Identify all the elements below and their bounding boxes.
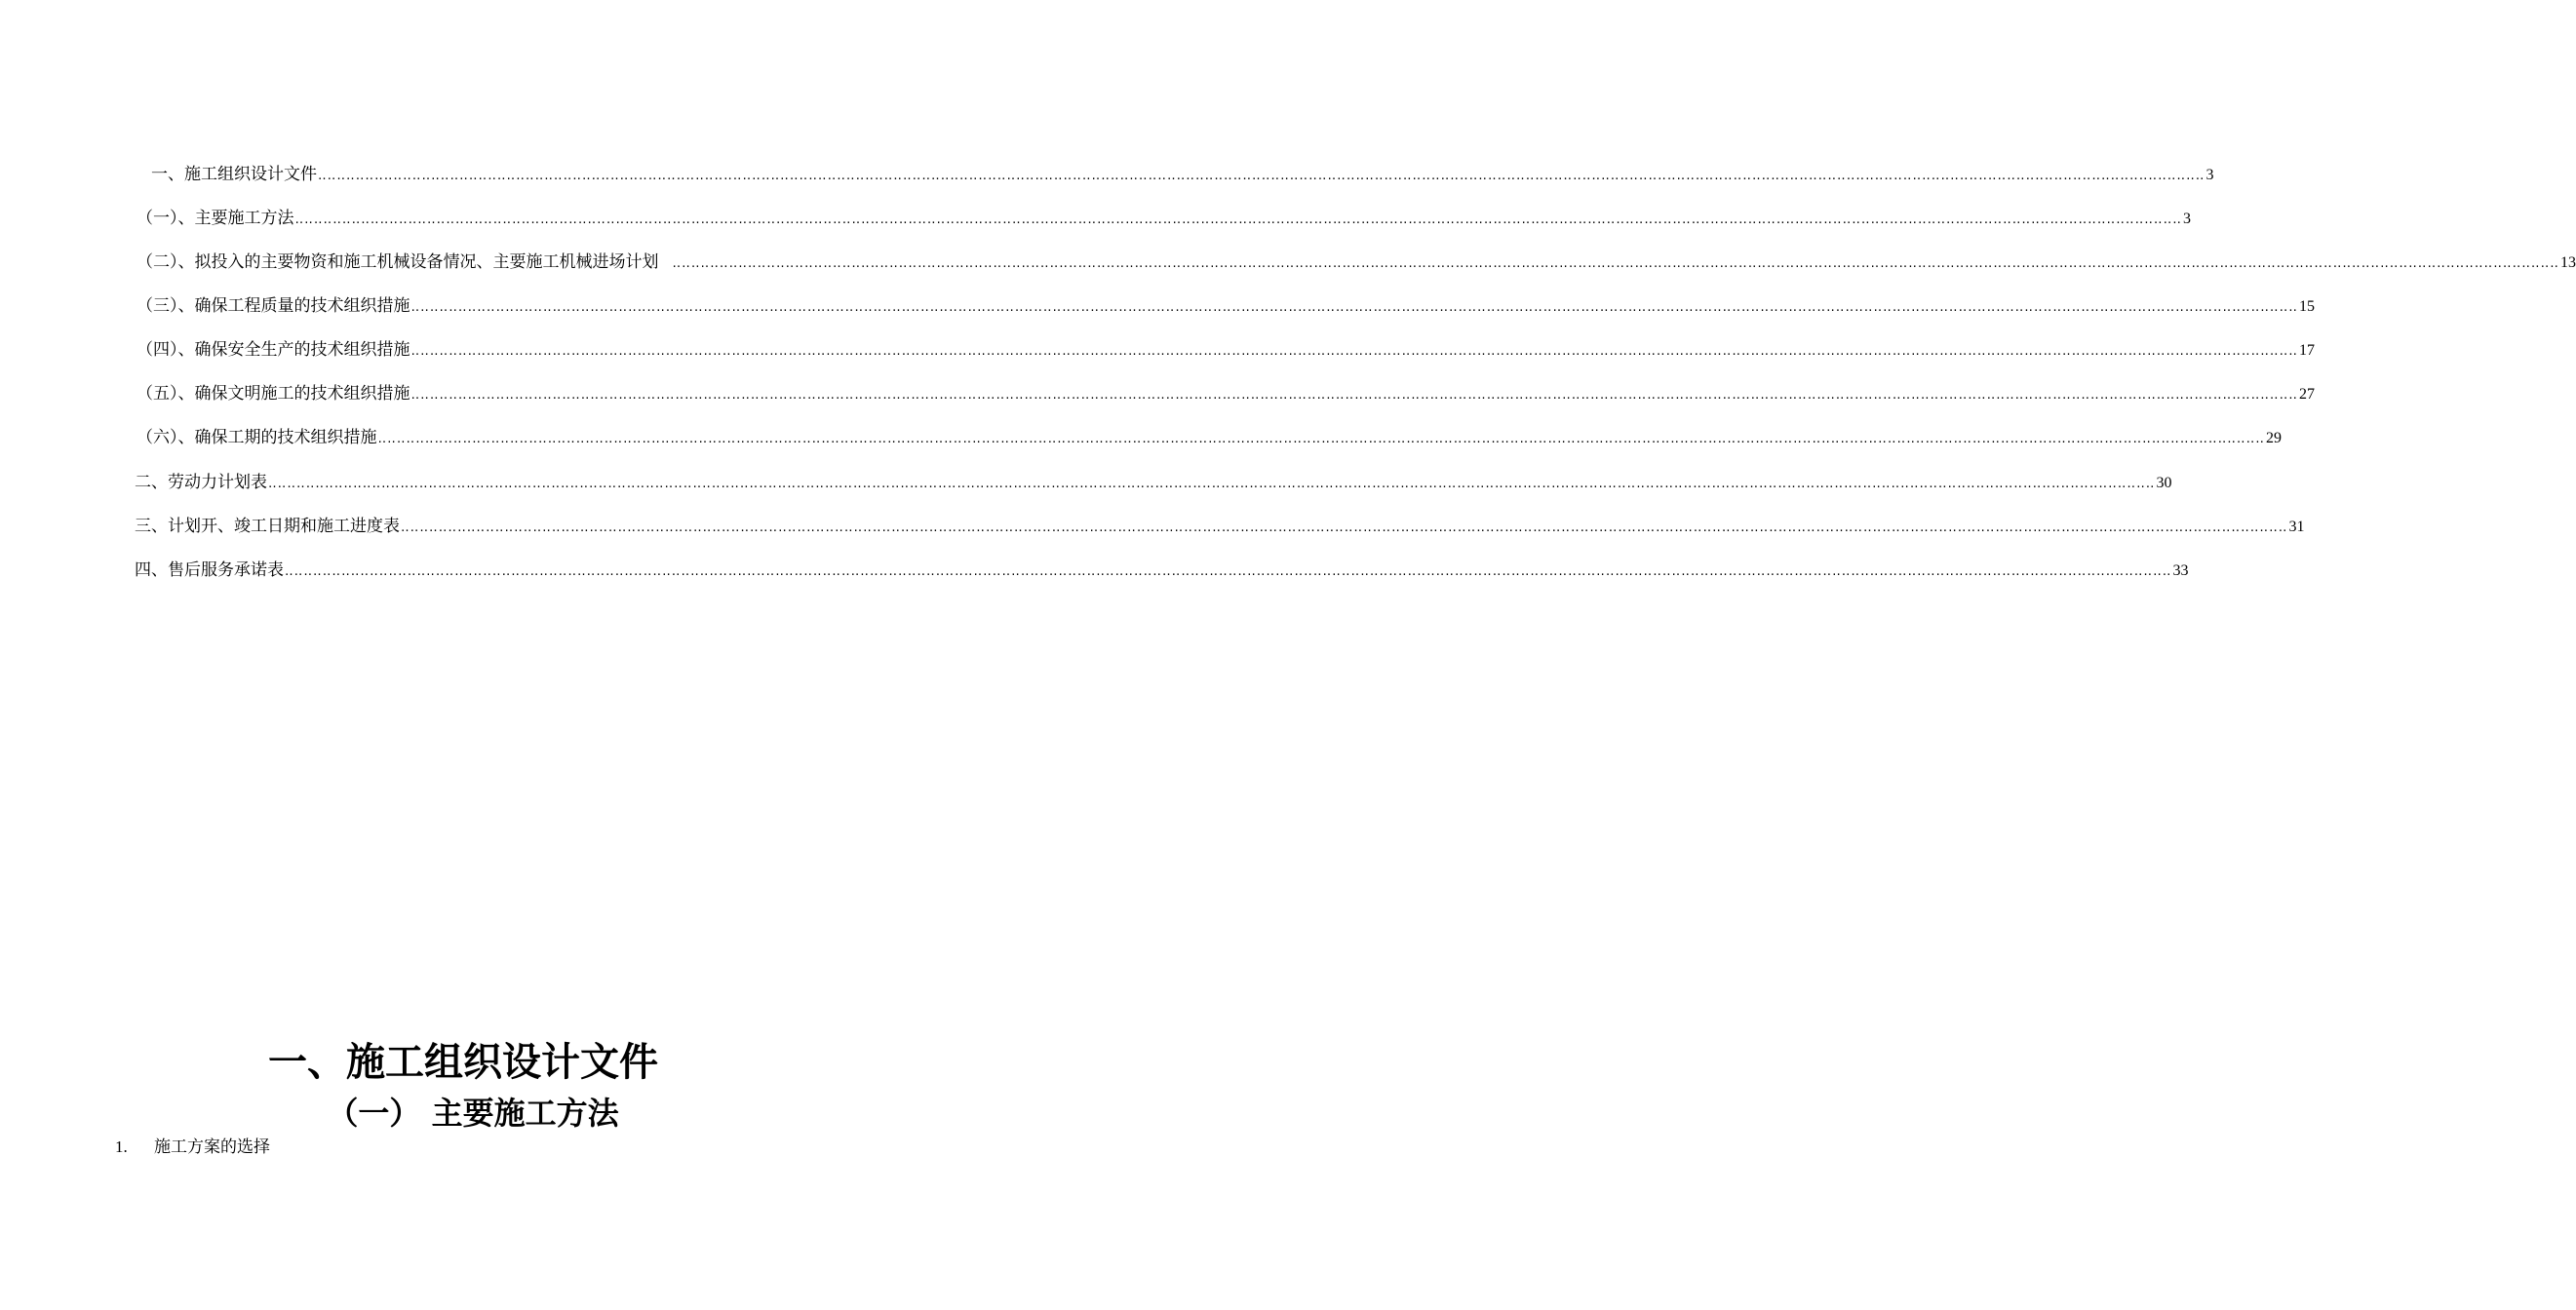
toc-page-number: 29 xyxy=(2265,430,2282,446)
toc-entry-title: 三、计划开、竣工日期和施工进度表 xyxy=(135,517,400,536)
toc-page-number: 3 xyxy=(2182,211,2191,227)
toc-page-number: 3 xyxy=(2205,167,2214,183)
toc-page-number: 33 xyxy=(2172,562,2189,579)
toc-entry-title: 一、施工组织设计文件 xyxy=(151,165,317,184)
chapter-heading: 一、施工组织设计文件 xyxy=(268,1040,658,1085)
toc-page-number: 13 xyxy=(2559,254,2576,271)
toc-entry xyxy=(137,383,2315,406)
toc-entry xyxy=(151,164,2214,187)
numbered-subsection xyxy=(115,1135,270,1160)
toc-page-number: 27 xyxy=(2298,386,2315,403)
toc-dot-leader: ‥‥‥‥‥‥‥‥‥‥‥‥‥‥‥‥‥‥‥‥‥‥‥‥‥‥‥‥‥‥‥‥‥‥‥‥‥‥‥‥‥‥‥‥‥‥‥‥‥‥‥‥‥‥‥‥‥‥‥‥‥‥‥‥‥‥‥‥‥‥‥‥‥‥‥‥‥‥‥‥‥‥‥‥‥‥‥‥‥‥‥‥‥‥‥‥‥‥‥‥‥‥‥‥‥‥‥‥‥‥‥‥‥‥‥‥‥‥‥‥‥‥‥‥‥‥‥‥‥‥‥‥‥‥‥‥‥‥‥‥‥‥‥‥‥‥‥‥‥‥‥‥‥‥‥‥‥‥‥‥‥‥‥‥‥‥‥‥‥‥‥‥‥‥‥‥‥‥‥‥‥‥‥‥‥‥‥‥‥‥‥‥‥‥‥‥‥‥‥‥ xyxy=(285,564,2172,579)
toc-page-number: 15 xyxy=(2298,298,2315,315)
toc-dot-leader: ‥‥‥‥‥‥‥‥‥‥‥‥‥‥‥‥‥‥‥‥‥‥‥‥‥‥‥‥‥‥‥‥‥‥‥‥‥‥‥‥‥‥‥‥‥‥‥‥‥‥‥‥‥‥‥‥‥‥‥‥‥‥‥‥‥‥‥‥‥‥‥‥‥‥‥‥‥‥‥‥‥‥‥‥‥‥‥‥‥‥‥‥‥‥‥‥‥‥‥‥‥‥‥‥‥‥‥‥‥‥‥‥‥‥‥‥‥‥‥‥‥‥‥‥‥‥‥‥‥‥‥‥‥‥‥‥‥‥‥‥‥‥‥‥‥‥‥‥‥‥‥‥‥‥‥‥‥‥‥‥‥‥‥‥‥‥‥‥‥‥‥‥‥‥‥‥‥‥‥‥‥‥‥‥‥‥‥‥‥‥‥‥‥‥‥‥‥‥‥‥ xyxy=(401,520,2288,535)
toc-entry-title: 四、售后服务承诺表 xyxy=(135,560,284,580)
toc-dot-leader: ‥‥‥‥‥‥‥‥‥‥‥‥‥‥‥‥‥‥‥‥‥‥‥‥‥‥‥‥‥‥‥‥‥‥‥‥‥‥‥‥‥‥‥‥‥‥‥‥‥‥‥‥‥‥‥‥‥‥‥‥‥‥‥‥‥‥‥‥‥‥‥‥‥‥‥‥‥‥‥‥‥‥‥‥‥‥‥‥‥‥‥‥‥‥‥‥‥‥‥‥‥‥‥‥‥‥‥‥‥‥‥‥‥‥‥‥‥‥‥‥‥‥‥‥‥‥‥‥‥‥‥‥‥‥‥‥‥‥‥‥‥‥‥‥‥‥‥‥‥‥‥‥‥‥‥‥‥‥‥‥‥‥‥‥‥‥‥‥‥‥‥‥‥‥‥‥‥‥‥‥‥‥‥‥‥‥‥‥‥‥‥‥‥‥‥‥‥‥‥‥ xyxy=(410,388,2298,403)
toc-entry xyxy=(137,339,2315,363)
toc-entry-title: （三）、确保工程质量的技术组织措施 xyxy=(137,296,410,316)
subsection-number: 1. xyxy=(115,1137,128,1156)
toc-dot-leader: ‥‥‥‥‥‥‥‥‥‥‥‥‥‥‥‥‥‥‥‥‥‥‥‥‥‥‥‥‥‥‥‥‥‥‥‥‥‥‥‥‥‥‥‥‥‥‥‥‥‥‥‥‥‥‥‥‥‥‥‥‥‥‥‥‥‥‥‥‥‥‥‥‥‥‥‥‥‥‥‥‥‥‥‥‥‥‥‥‥‥‥‥‥‥‥‥‥‥‥‥‥‥‥‥‥‥‥‥‥‥‥‥‥‥‥‥‥‥‥‥‥‥‥‥‥‥‥‥‥‥‥‥‥‥‥‥‥‥‥‥‥‥‥‥‥‥‥‥‥‥‥‥‥‥‥‥‥‥‥‥‥‥‥‥‥‥‥‥‥‥‥‥‥‥‥‥‥‥‥‥‥‥‥‥‥‥‥‥‥‥‥‥‥‥‥‥‥‥‥‥ xyxy=(410,300,2298,315)
toc-entry xyxy=(135,516,2305,539)
toc-page-number: 17 xyxy=(2298,342,2315,359)
toc-entry xyxy=(137,208,2191,231)
toc-entry-title: （四）、确保安全生产的技术组织措施 xyxy=(137,340,410,360)
toc-entry-title: （五）、确保文明施工的技术组织措施 xyxy=(137,384,410,404)
toc-dot-leader: ‥‥‥‥‥‥‥‥‥‥‥‥‥‥‥‥‥‥‥‥‥‥‥‥‥‥‥‥‥‥‥‥‥‥‥‥‥‥‥‥‥‥‥‥‥‥‥‥‥‥‥‥‥‥‥‥‥‥‥‥‥‥‥‥‥‥‥‥‥‥‥‥‥‥‥‥‥‥‥‥‥‥‥‥‥‥‥‥‥‥‥‥‥‥‥‥‥‥‥‥‥‥‥‥‥‥‥‥‥‥‥‥‥‥‥‥‥‥‥‥‥‥‥‥‥‥‥‥‥‥‥‥‥‥‥‥‥‥‥‥‥‥‥‥‥‥‥‥‥‥‥‥‥‥‥‥‥‥‥‥‥‥‥‥‥‥‥‥‥‥‥‥‥‥‥‥‥‥‥‥‥‥‥‥‥‥‥‥‥‥‥‥‥‥‥‥‥‥‥‥ xyxy=(318,169,2205,183)
toc-entry xyxy=(137,295,2315,319)
toc-entry-title: 二、劳动力计划表 xyxy=(135,473,267,492)
subsection-title: 施工方案的选择 xyxy=(154,1137,270,1157)
toc-dot-leader: ‥‥‥‥‥‥‥‥‥‥‥‥‥‥‥‥‥‥‥‥‥‥‥‥‥‥‥‥‥‥‥‥‥‥‥‥‥‥‥‥‥‥‥‥‥‥‥‥‥‥‥‥‥‥‥‥‥‥‥‥‥‥‥‥‥‥‥‥‥‥‥‥‥‥‥‥‥‥‥‥‥‥‥‥‥‥‥‥‥‥‥‥‥‥‥‥‥‥‥‥‥‥‥‥‥‥‥‥‥‥‥‥‥‥‥‥‥‥‥‥‥‥‥‥‥‥‥‥‥‥‥‥‥‥‥‥‥‥‥‥‥‥‥‥‥‥‥‥‥‥‥‥‥‥‥‥‥‥‥‥‥‥‥‥‥‥‥‥‥‥‥‥‥‥‥‥‥‥‥‥‥‥‥‥‥‥‥‥‥‥‥‥‥‥‥‥‥‥‥‥ xyxy=(294,212,2182,227)
section-heading: （一） 主要施工方法 xyxy=(327,1095,619,1132)
toc-dot-leader: ‥‥‥‥‥‥‥‥‥‥‥‥‥‥‥‥‥‥‥‥‥‥‥‥‥‥‥‥‥‥‥‥‥‥‥‥‥‥‥‥‥‥‥‥‥‥‥‥‥‥‥‥‥‥‥‥‥‥‥‥‥‥‥‥‥‥‥‥‥‥‥‥‥‥‥‥‥‥‥‥‥‥‥‥‥‥‥‥‥‥‥‥‥‥‥‥‥‥‥‥‥‥‥‥‥‥‥‥‥‥‥‥‥‥‥‥‥‥‥‥‥‥‥‥‥‥‥‥‥‥‥‥‥‥‥‥‥‥‥‥‥‥‥‥‥‥‥‥‥‥‥‥‥‥‥‥‥‥‥‥‥‥‥‥‥‥‥‥‥‥‥‥‥‥‥‥‥‥‥‥‥‥‥‥‥‥‥‥‥‥‥‥‥‥‥‥‥‥‥‥ xyxy=(377,432,2265,446)
toc-dot-leader: ‥‥‥‥‥‥‥‥‥‥‥‥‥‥‥‥‥‥‥‥‥‥‥‥‥‥‥‥‥‥‥‥‥‥‥‥‥‥‥‥‥‥‥‥‥‥‥‥‥‥‥‥‥‥‥‥‥‥‥‥‥‥‥‥‥‥‥‥‥‥‥‥‥‥‥‥‥‥‥‥‥‥‥‥‥‥‥‥‥‥‥‥‥‥‥‥‥‥‥‥‥‥‥‥‥‥‥‥‥‥‥‥‥‥‥‥‥‥‥‥‥‥‥‥‥‥‥‥‥‥‥‥‥‥‥‥‥‥‥‥‥‥‥‥‥‥‥‥‥‥‥‥‥‥‥‥‥‥‥‥‥‥‥‥‥‥‥‥‥‥‥‥‥‥‥‥‥‥‥‥‥‥‥‥‥‥‥‥‥‥‥‥‥‥‥‥‥‥‥‥ xyxy=(672,256,2559,271)
toc-page-number: 30 xyxy=(2156,475,2172,491)
toc-entry xyxy=(135,472,2172,495)
toc-entry xyxy=(137,251,2576,275)
toc-entry-title: （二）、拟投入的主要物资和施工机械设备情况、主要施工机械进场计划 xyxy=(137,252,659,272)
toc-entry-title: （六）、确保工期的技术组织措施 xyxy=(137,428,377,447)
toc-dot-leader: ‥‥‥‥‥‥‥‥‥‥‥‥‥‥‥‥‥‥‥‥‥‥‥‥‥‥‥‥‥‥‥‥‥‥‥‥‥‥‥‥‥‥‥‥‥‥‥‥‥‥‥‥‥‥‥‥‥‥‥‥‥‥‥‥‥‥‥‥‥‥‥‥‥‥‥‥‥‥‥‥‥‥‥‥‥‥‥‥‥‥‥‥‥‥‥‥‥‥‥‥‥‥‥‥‥‥‥‥‥‥‥‥‥‥‥‥‥‥‥‥‥‥‥‥‥‥‥‥‥‥‥‥‥‥‥‥‥‥‥‥‥‥‥‥‥‥‥‥‥‥‥‥‥‥‥‥‥‥‥‥‥‥‥‥‥‥‥‥‥‥‥‥‥‥‥‥‥‥‥‥‥‥‥‥‥‥‥‥‥‥‥‥‥‥‥‥‥‥‥‥ xyxy=(410,344,2298,359)
toc-page-number: 31 xyxy=(2288,519,2305,535)
toc-entry xyxy=(137,427,2282,450)
toc-dot-leader: ‥‥‥‥‥‥‥‥‥‥‥‥‥‥‥‥‥‥‥‥‥‥‥‥‥‥‥‥‥‥‥‥‥‥‥‥‥‥‥‥‥‥‥‥‥‥‥‥‥‥‥‥‥‥‥‥‥‥‥‥‥‥‥‥‥‥‥‥‥‥‥‥‥‥‥‥‥‥‥‥‥‥‥‥‥‥‥‥‥‥‥‥‥‥‥‥‥‥‥‥‥‥‥‥‥‥‥‥‥‥‥‥‥‥‥‥‥‥‥‥‥‥‥‥‥‥‥‥‥‥‥‥‥‥‥‥‥‥‥‥‥‥‥‥‥‥‥‥‥‥‥‥‥‥‥‥‥‥‥‥‥‥‥‥‥‥‥‥‥‥‥‥‥‥‥‥‥‥‥‥‥‥‥‥‥‥‥‥‥‥‥‥‥‥‥‥‥‥‥‥ xyxy=(268,477,2156,491)
toc-entry xyxy=(135,559,2189,583)
toc-entry-title: （一）、主要施工方法 xyxy=(137,209,294,228)
